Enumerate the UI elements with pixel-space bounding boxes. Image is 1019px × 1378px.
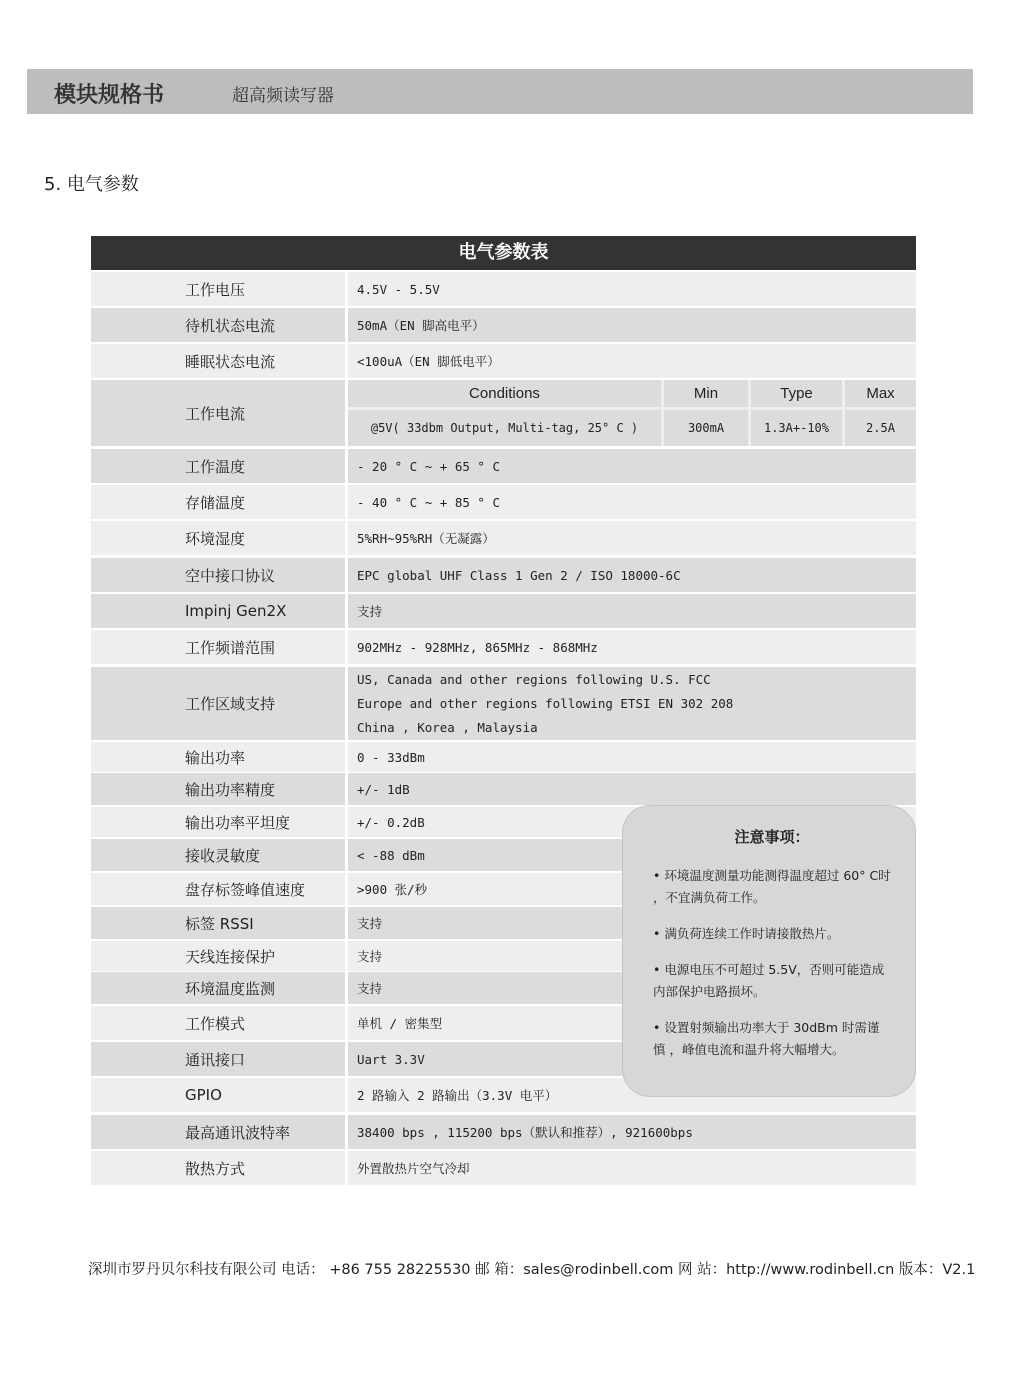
table-row — [91, 308, 916, 342]
sub-value-type: 1.3A+-10% — [751, 410, 842, 446]
region-line: Europe and other regions following ETSI EN 302 208 — [357, 695, 734, 711]
row-label: 工作电压 — [91, 272, 345, 306]
table-row-working-current — [91, 380, 916, 446]
row-value: +/- 1dB — [348, 773, 916, 805]
row-value: 支持 — [348, 907, 916, 939]
table-caption: 电气参数表 — [91, 236, 916, 270]
sub-value-max: 2.5A — [845, 410, 916, 446]
row-value: - 20 ° C ~ + 65 ° C — [348, 449, 916, 483]
row-value: >900 张/秒 — [348, 873, 916, 905]
row-value: Uart 3.3V — [348, 1042, 916, 1076]
sub-header-type: Type — [751, 380, 842, 407]
row-label: 环境湿度 — [91, 521, 345, 555]
header-bar — [27, 69, 973, 114]
row-value: 50mA（EN 脚高电平） — [348, 308, 916, 342]
table-row — [91, 773, 916, 805]
row-value: 支持 — [348, 941, 916, 971]
row-value: 5%RH~95%RH（无凝露） — [348, 521, 916, 555]
table-row — [91, 742, 916, 772]
table-row — [91, 449, 916, 483]
row-value: 外置散热片空气冷却 — [348, 1151, 916, 1185]
row-label: 空中接口协议 — [91, 558, 345, 592]
row-value: +/- 0.2dB — [348, 807, 916, 837]
table-row — [91, 594, 916, 628]
region-line: US, Canada and other regions following U.S. FCC — [357, 671, 711, 687]
row-label: 接收灵敏度 — [91, 839, 345, 871]
footer-contact: 深圳市罗丹贝尔科技有限公司 电话： +86 755 28225530 邮 箱：sales@rodinbell.com 网 站：http://www.rodinbell.cn 版本：V2.1 — [88, 1262, 976, 1278]
doc-title: 模块规格书 — [54, 83, 165, 108]
row-label: GPIO — [91, 1078, 345, 1112]
section-title: 5. 电气参数 — [44, 174, 139, 195]
row-value: 38400 bps , 115200 bps（默认和推荐）, 921600bps — [348, 1115, 916, 1149]
row-label: 环境温度监测 — [91, 972, 345, 1004]
table-row — [91, 1115, 916, 1149]
row-value: 4.5V - 5.5V — [348, 272, 916, 306]
sub-value-conditions: @5V( 33dbm Output, Multi-tag, 25° C ) — [348, 410, 661, 446]
row-label: Impinj Gen2X — [91, 594, 345, 628]
row-value: 2 路输入 2 路输出（3.3V 电平） — [348, 1078, 916, 1112]
row-label: 存储温度 — [91, 485, 345, 519]
table-row-region — [91, 667, 916, 740]
row-label: 盘存标签峰值速度 — [91, 873, 345, 905]
doc-subtitle: 超高频读写器 — [232, 86, 334, 106]
table-row — [91, 1151, 916, 1185]
row-label: 工作电流 — [91, 380, 345, 446]
row-label: 输出功率精度 — [91, 773, 345, 805]
row-label: 待机状态电流 — [91, 308, 345, 342]
row-label: 标签 RSSI — [91, 907, 345, 939]
row-value: - 40 ° C ~ + 85 ° C — [348, 485, 916, 519]
note-item: • 满负荷连续工作时请接散热片。 — [653, 926, 840, 941]
note-item: • 设置射频输出功率大于 30dBm 时需谨慎 ，峰值电流和温升将大幅增大。 — [653, 1020, 880, 1057]
table-row — [91, 485, 916, 519]
row-value: 单机 / 密集型 — [348, 1006, 916, 1040]
row-label: 工作模式 — [91, 1006, 345, 1040]
sub-table — [348, 380, 916, 446]
table-row — [91, 558, 916, 592]
sub-value-min: 300mA — [664, 410, 748, 446]
table-row — [91, 344, 916, 378]
sub-header-max: Max — [845, 380, 916, 407]
notes-title: 注意事项： — [734, 828, 810, 846]
row-label: 工作温度 — [91, 449, 345, 483]
row-label: 输出功率 — [91, 742, 345, 772]
row-label: 睡眠状态电流 — [91, 344, 345, 378]
notes-box — [622, 805, 916, 1097]
region-line: China , Korea , Malaysia — [357, 719, 538, 735]
row-value: EPC global UHF Class 1 Gen 2 / ISO 18000-6C — [348, 558, 916, 592]
row-value: 902MHz - 928MHz, 865MHz - 868MHz — [348, 630, 916, 664]
note-item: • 电源电压不可超过 5.5V，否则可能造成内部保护电路损坏。 — [653, 962, 885, 999]
row-label: 工作频谱范围 — [91, 630, 345, 664]
table-row — [91, 521, 916, 555]
row-label: 散热方式 — [91, 1151, 345, 1185]
row-value: < -88 dBm — [348, 839, 916, 871]
row-value — [348, 667, 916, 740]
row-value: 支持 — [348, 594, 916, 628]
sub-header-conditions: Conditions — [348, 380, 661, 407]
row-value: <100uA（EN 脚低电平） — [348, 344, 916, 378]
row-label: 天线连接保护 — [91, 941, 345, 971]
row-label: 最高通讯波特率 — [91, 1115, 345, 1149]
row-value: 0 - 33dBm — [348, 742, 916, 772]
sub-header-min: Min — [664, 380, 748, 407]
table-row — [91, 272, 916, 306]
row-label: 通讯接口 — [91, 1042, 345, 1076]
row-label: 输出功率平坦度 — [91, 807, 345, 837]
table-row — [91, 630, 916, 664]
row-label: 工作区域支持 — [91, 667, 345, 740]
row-value: 支持 — [348, 972, 916, 1004]
note-item: • 环境温度测量功能测得温度超过 60° C时 ，不宜满负荷工作。 — [653, 868, 891, 905]
